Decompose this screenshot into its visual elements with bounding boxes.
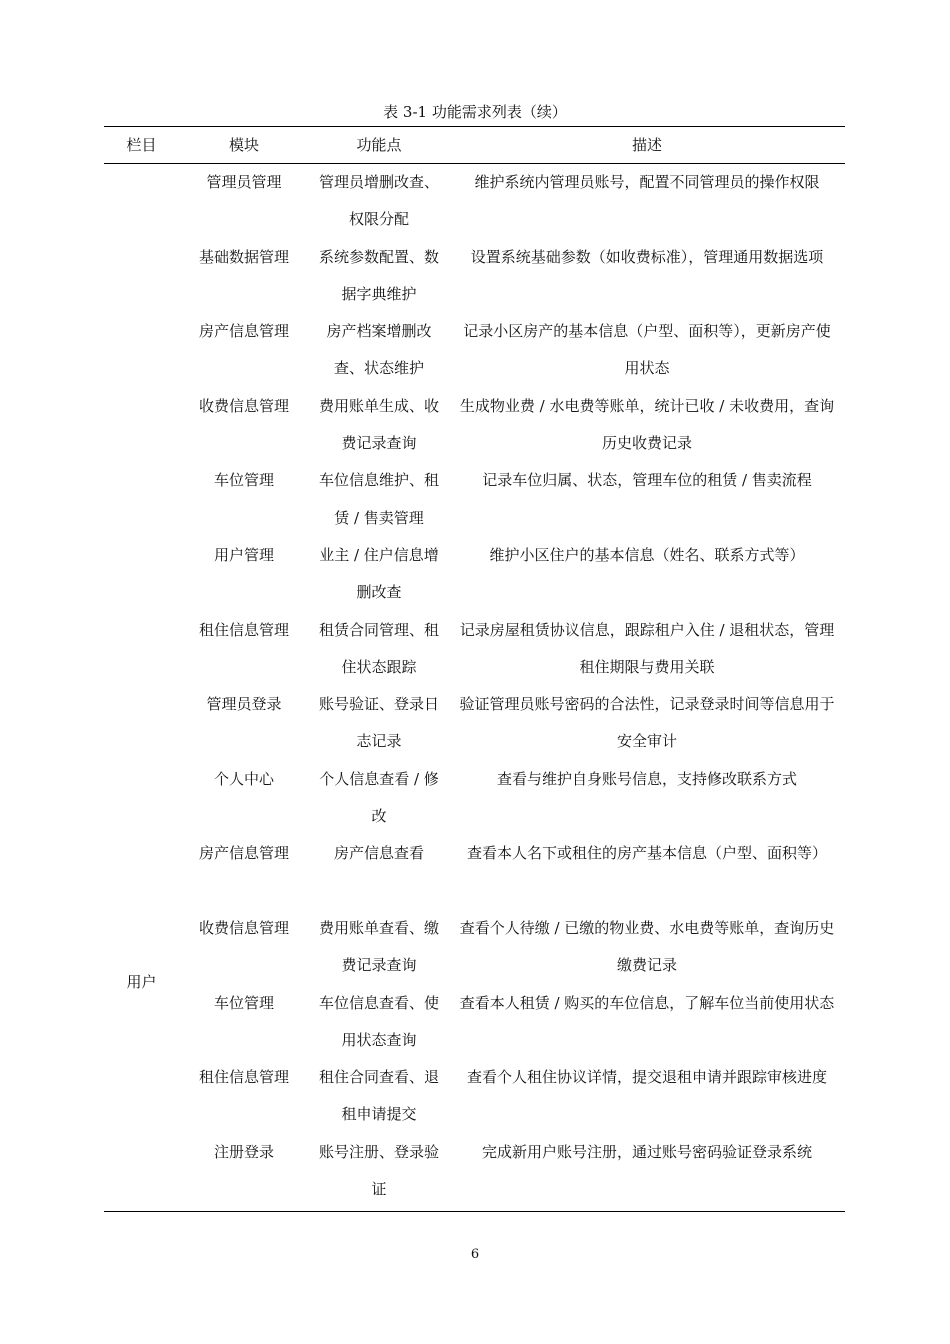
feature-cell: 车位信息查看、使用状态查询 [318,993,439,1049]
table-header [104,126,845,163]
module-cell: 租住信息管理 [198,1068,289,1087]
header-mokuai: 模块 [228,136,259,154]
desc-cell: 查看个人租住协议详情，提交退租申请并跟踪审核进度 [466,1068,827,1087]
desc-cell: 查看个人待缴 / 已缴的物业费、水电费等账单，查询历史缴费记录 [459,918,835,975]
feature-cell: 个人信息查看 / 修改 [319,769,439,826]
module-cell: 管理员管理 [206,173,282,191]
feature-cell: 费用账单查看、缴费记录查询 [318,918,439,975]
table-body [104,164,845,1208]
feature-cell: 账号注册、登录验证 [318,1142,439,1199]
module-cell: 车位管理 [213,471,274,490]
feature-cell: 房产信息查看 [333,844,424,863]
table-row [104,686,845,761]
desc-cell: 记录车位归属、状态，管理车位的租赁 / 售卖流程 [482,471,812,490]
table-row [104,462,845,537]
module-cell: 管理员登录 [206,695,282,714]
module-cell: 收费信息管理 [198,918,289,937]
module-cell: 注册登录 [213,1142,274,1161]
table-row [104,164,845,239]
feature-cell: 账号验证、登录日志记录 [318,695,439,751]
feature-cell: 系统参数配置、数据字典维护 [318,247,439,303]
feature-cell: 房产档案增删改查、状态维护 [326,322,432,378]
requirements-table [104,126,845,1199]
feature-cell: 租住合同查看、退租申请提交 [318,1068,439,1124]
module-cell: 房产信息管理 [198,844,289,863]
table-row [104,761,845,836]
header-lanmu: 栏目 [126,136,157,154]
module-cell: 个人中心 [213,769,274,788]
module-cell: 用户管理 [213,545,274,564]
feature-cell: 业主 / 住户信息增删改查 [319,545,439,602]
module-cell: 房产信息管理 [198,322,289,341]
header-gongneng: 功能点 [356,136,402,154]
table-bottom-rule [104,1211,845,1212]
table-row [104,1134,845,1209]
module-cell: 基础数据管理 [198,247,289,266]
feature-cell: 租赁合同管理、租住状态跟踪 [318,620,439,676]
desc-cell: 设置系统基础参数（如收费标准），管理通用数据选项 [470,247,824,266]
desc-cell: 记录房屋租赁协议信息，跟踪租户入住 / 退租状态，管理租住期限与费用关联 [459,620,835,676]
header-miaoshu: 描述 [631,136,662,154]
feature-cell: 管理员增删改查、权限分配 [318,173,439,229]
desc-cell: 完成新用户账号注册，通过账号密码验证登录系统 [481,1142,812,1161]
module-cell: 租住信息管理 [198,620,289,639]
module-cell: 收费信息管理 [198,396,289,415]
desc-cell: 生成物业费 / 水电费等账单，统计已收 / 未收费用，查询历史收费记录 [459,396,835,453]
desc-cell: 记录小区房产的基本信息（户型、面积等），更新房产使用状态 [463,322,831,378]
table-row [104,537,845,612]
desc-cell: 查看本人名下或租住的房产基本信息（户型、面积等） [466,844,827,863]
desc-cell: 维护系统内管理员账号，配置不同管理员的操作权限 [474,173,820,191]
feature-cell: 费用账单生成、收费记录查询 [318,396,439,453]
table-row [104,1059,845,1134]
module-cell: 车位管理 [213,993,274,1012]
table-row [104,313,845,388]
desc-cell: 查看本人租赁 / 购买的车位信息，了解车位当前使用状态 [459,993,835,1012]
page-number: 6 [470,1247,480,1262]
table-row [104,612,845,687]
table-row [104,910,845,985]
desc-cell: 验证管理员账号密码的合法性，记录登录时间等信息用于安全审计 [459,695,835,751]
desc-cell: 维护小区住户的基本信息（姓名、联系方式等） [489,545,805,564]
feature-cell: 车位信息维护、租赁 / 售卖管理 [318,471,439,527]
desc-cell: 查看与维护自身账号信息，支持修改联系方式 [496,769,797,788]
table-row [104,835,845,910]
table-row [104,388,845,463]
user-group-label: 用户 [126,973,157,991]
table-row [104,239,845,314]
table-caption: 表 3-1 功能需求列表（续） [383,103,567,121]
table-row [104,985,845,1060]
